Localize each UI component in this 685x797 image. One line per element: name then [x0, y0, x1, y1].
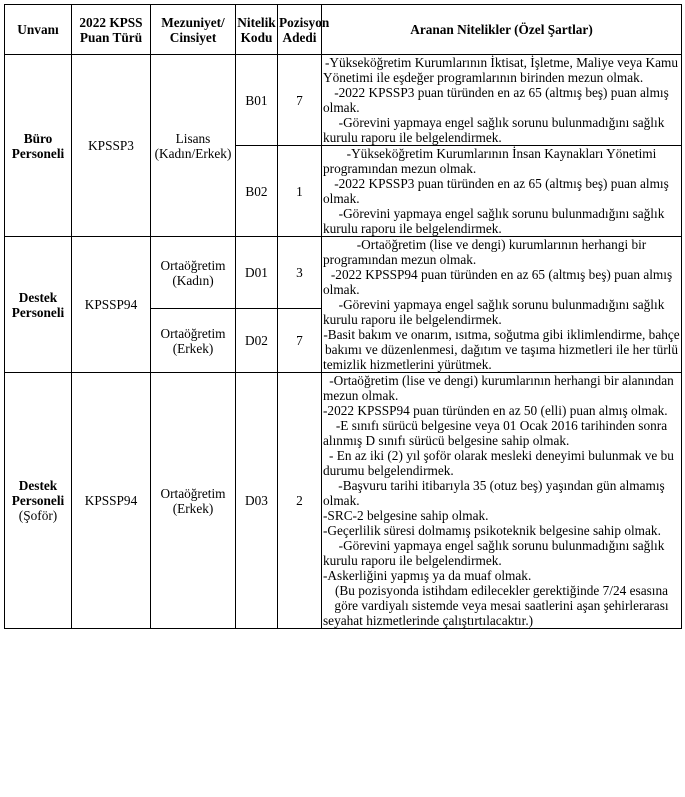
exam-type-value: KPSSP94: [84, 297, 138, 312]
exam-type-cell: [72, 373, 151, 629]
code-cell: [236, 309, 278, 373]
graduation-line: Ortaöğretim: [160, 325, 226, 341]
requirement-item: -Yükseköğretim Kurumlarının İktisat, İşletme, Maliye veya Kamu Yönetimi ile eşdeğer programlarının birinden mezun olmak.: [323, 55, 679, 85]
requirement-item: -2022 KPSSP3 puan türünden en az 65 (altmış beş) puan almış olmak.: [323, 176, 669, 206]
requirement-item: -SRC-2 belgesine sahip olmak.: [323, 508, 489, 523]
title-line: Destek: [18, 478, 58, 493]
title-line: Destek: [18, 289, 58, 305]
header-title-label: Unvanı: [17, 22, 59, 37]
table-row: [5, 55, 682, 146]
requirement-item: -Görevini yapmaya engel sağlık sorunu bulunmadığını sağlık kurulu raporu ile belgelendirmek.: [323, 538, 665, 568]
requirement-item: -Başvuru tarihi itibarıyla 35 (otuz beş) yaşından gün almamış olmak.: [323, 478, 665, 508]
count-value: 1: [296, 183, 303, 199]
count-value: 7: [296, 92, 303, 108]
title-line: Personeli: [11, 493, 65, 508]
requirement-item: -Görevini yapmaya engel sağlık sorunu bulunmadığını sağlık kurulu raporu ile belgelendirmek.: [323, 206, 665, 236]
requirements-cell: [322, 373, 682, 629]
title-cell: [5, 55, 72, 237]
requirement-item: - En az iki (2) yıl şoför olarak mesleki deneyimi bulunmak ve bu durumu belgelendirmek.: [323, 448, 674, 478]
requirement-item: -Geçerlilik süresi dolmamış psikoteknik belgesine sahip olmak.: [323, 523, 661, 538]
requirement-item: -Basit bakım ve onarım, ısıtma, soğutma gibi iklimlendirme, bahçe bakımı ve düzenlenmesi, dağıtım ve taşıma hizmetleri ile her türlü temizlik hizmetlerini yürütmek.: [323, 327, 680, 372]
exam-type-value: KPSSP3: [88, 138, 134, 153]
count-value: 3: [296, 265, 303, 280]
header-count-line1: Pozisyon: [279, 14, 330, 30]
graduation-line: (Erkek): [172, 340, 214, 356]
requirement-item: -Ortaöğretim (lise ve dengi) kurumlarının herhangi bir programından mezun olmak.: [323, 237, 647, 267]
requirement-item: -E sınıfı sürücü belgesine veya 01 Ocak 2016 tarihinden sonra alınmış D sınıfı sürücü belgesine sahip olmak.: [323, 418, 668, 448]
count-cell: [278, 373, 322, 629]
requirement-item: -Görevini yapmaya engel sağlık sorunu bulunmadığını sağlık kurulu raporu ile belgelendirmek.: [323, 297, 665, 327]
header-grad-line1: Mezuniyet/: [161, 14, 225, 30]
header-count-line2: Adedi: [282, 29, 317, 45]
header-exam-line2: Puan Türü: [79, 29, 143, 45]
table-row: [5, 237, 682, 309]
title-line: Büro: [23, 130, 53, 146]
exam-type-cell: [72, 237, 151, 373]
requirement-item: -Yükseköğretim Kurumlarının İnsan Kaynakları Yönetimi programından mezun olmak.: [323, 146, 657, 176]
header-requirements: [322, 5, 682, 55]
title-subtitle: (Şoför): [18, 508, 58, 523]
count-cell: [278, 309, 322, 373]
graduation-cell: [151, 373, 236, 629]
header-position-count: [278, 5, 330, 55]
graduation-line: (Erkek): [172, 500, 214, 516]
requirement-item: -2022 KPSSP94 puan türünden en az 50 (elli) puan almış olmak.: [323, 403, 668, 418]
requirements-cell: [322, 237, 682, 373]
header-grad-line2: Cinsiyet: [169, 29, 217, 45]
code-value: D02: [245, 333, 268, 348]
code-value: D03: [245, 493, 268, 508]
code-value: B02: [245, 183, 268, 199]
graduation-line: Ortaöğretim: [160, 257, 226, 273]
header-code-line1: Nitelik: [237, 14, 276, 30]
code-value: D01: [245, 265, 268, 280]
requirements-cell: [322, 55, 682, 146]
graduation-line: (Kadın/Erkek): [154, 145, 232, 161]
count-value: 2: [296, 493, 303, 508]
code-cell: [236, 146, 278, 237]
graduation-cell: [151, 55, 236, 237]
requirement-item: -2022 KPSSP3 puan türünden en az 65 (altmış beş) puan almış olmak.: [323, 85, 669, 115]
requirement-item: -2022 KPSSP94 puan türünden en az 65 (altmış beş) puan almış olmak.: [323, 267, 673, 297]
header-graduation: [151, 5, 236, 55]
graduation-line: Lisans: [175, 130, 211, 146]
header-exam-type: [72, 5, 151, 55]
exam-type-value: KPSSP94: [84, 493, 138, 508]
count-cell: [278, 146, 322, 237]
header-code-line2: Kodu: [240, 29, 273, 45]
requirements-cell: [322, 146, 682, 237]
title-cell: [5, 373, 72, 629]
requirement-item: -Ortaöğretim (lise ve dengi) kurumlarının herhangi bir alanından mezun olmak.: [323, 373, 674, 403]
count-cell: [278, 55, 322, 146]
header-title: [5, 5, 72, 55]
requirement-item: -Görevini yapmaya engel sağlık sorunu bulunmadığını sağlık kurulu raporu ile belgelendirmek.: [323, 115, 665, 145]
code-cell: [236, 237, 278, 309]
code-cell: [236, 373, 278, 629]
code-value: B01: [245, 92, 268, 108]
positions-table: [4, 4, 682, 629]
graduation-line: (Kadın): [172, 272, 214, 288]
title-line: Personeli: [11, 145, 65, 161]
table-row: [5, 373, 682, 629]
header-exam-line1: 2022 KPSS: [79, 14, 143, 30]
title-line: Personeli: [11, 304, 65, 320]
header-requirements-label: Aranan Nitelikler (Özel Şartlar): [410, 22, 593, 37]
graduation-cell: [151, 309, 236, 373]
header-code: [236, 5, 278, 55]
requirement-item: (Bu pozisyonda istihdam edilecekler gerektiğinde 7/24 esasına göre vardiyalı sistemde veya mesai saatlerini aşan şehirlerarası seyahat hizmetlerinde çalıştırtılacaktır.): [323, 583, 669, 628]
title-cell: [5, 237, 72, 373]
requirement-item: -Askerliğini yapmış ya da muaf olmak.: [323, 568, 532, 583]
count-value: 7: [296, 333, 303, 348]
count-cell: [278, 237, 322, 309]
graduation-line: Ortaöğretim: [160, 485, 226, 501]
header-row: [5, 5, 682, 55]
code-cell: [236, 55, 278, 146]
exam-type-cell: [72, 55, 151, 237]
graduation-cell: [151, 237, 236, 309]
